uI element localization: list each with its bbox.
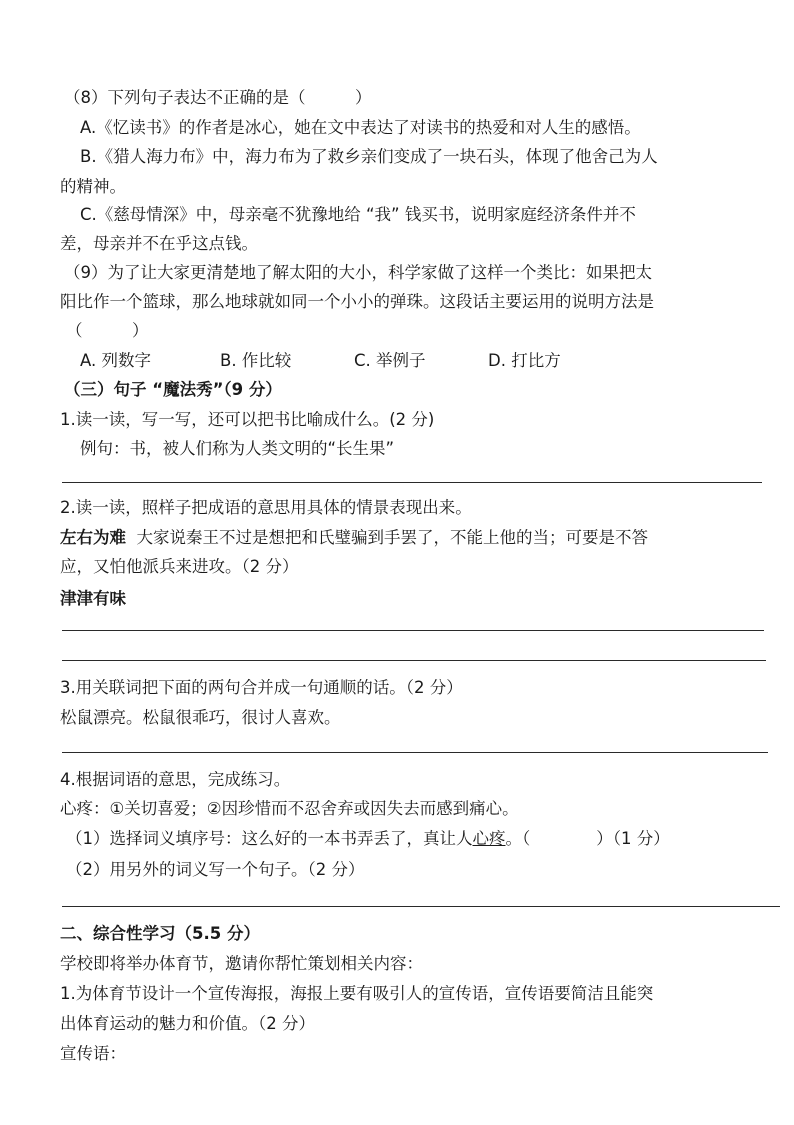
section-two-q1: 1.为体育节设计一个宣传海报，海报上要有吸引人的宣传语，宣传语要简洁且能突 <box>60 984 654 1003</box>
q8-option-c: C.《慈母情深》中，母亲毫不犹豫地给 “我” 钱买书，说明家庭经济条件并不 <box>80 205 636 224</box>
s3-q4-part1-word: 心疼 <box>472 829 506 848</box>
s3-q4-part1 <box>66 828 670 850</box>
s3-q2-stem: 2.读一读，照样子把成语的意思用具体的情景表现出来。 <box>60 498 472 517</box>
q8-option-a: A.《忆读书》的作者是冰心，她在文中表达了对读书的热爱和对人生的感悟。 <box>80 118 641 137</box>
answer-line-2[interactable] <box>62 630 764 631</box>
answer-line-3[interactable] <box>62 660 766 661</box>
section-two-intro: 学校即将举办体育节，邀请你帮忙策划相关内容： <box>60 954 423 973</box>
q9-option-c: C. 举例子 <box>354 351 426 370</box>
section-two-title: 二、综合性学习（5.5 分） <box>60 924 260 943</box>
q9-option-b: B. 作比较 <box>220 351 292 370</box>
s3-q4-part2: （2）用另外的词义写一个句子。（2 分） <box>66 860 365 879</box>
s3-q1-example: 例句：书，被人们称为人类文明的“长生果” <box>80 439 395 458</box>
s3-q1-stem: 1.读一读，写一写，还可以把书比喻成什么。(2 分) <box>60 410 435 429</box>
s3-q4-part1-text: （1）选择词义填序号：这么好的一本书弄丢了，真让人 <box>66 829 473 848</box>
q9-option-a: A. 列数字 <box>80 351 151 370</box>
q9-options <box>80 350 587 372</box>
section-two-q1-cont: 出体育运动的魅力和价值。（2 分） <box>60 1014 315 1033</box>
q9-stem: （9）为了让大家更清楚地了解太阳的大小，科学家做了这样一个类比：如果把太 <box>64 263 652 282</box>
s3-q4-part1-tail: 。（ ）（1 分） <box>505 829 670 848</box>
s3-q4-stem: 4.根据词语的意思，完成练习。 <box>60 770 291 789</box>
q9-answer-paren: （ ） <box>66 321 149 340</box>
q8-option-c-cont: 差，母亲并不在乎这点钱。 <box>60 234 258 253</box>
s3-q4-definition: 心疼：①关切喜爱；②因珍惜而不忍舍弃或因失去而感到痛心。 <box>60 799 519 818</box>
answer-line-5[interactable] <box>62 906 780 907</box>
slogan-label: 宣传语： <box>60 1044 126 1063</box>
q8-option-b-cont: 的精神。 <box>60 177 126 196</box>
s3-q3-stem: 3.用关联词把下面的两句合并成一句通顺的话。（2 分） <box>60 678 463 697</box>
s3-q2-example <box>60 527 648 549</box>
q9-stem-cont: 阳比作一个篮球，那么地球就如同一个小小的弹珠。这段话主要运用的说明方法是 <box>60 292 654 311</box>
q9-option-d: D. 打比方 <box>488 351 561 370</box>
q8-stem: （8）下列句子表达不正确的是（ ） <box>64 88 372 107</box>
q8-option-b: B.《猎人海力布》中，海力布为了救乡亲们变成了一块石头，体现了他舍己为人 <box>80 147 658 166</box>
answer-line-4[interactable] <box>62 752 768 753</box>
section3-title: （三）句子 “魔法秀”（9 分） <box>64 380 282 399</box>
s3-q2-text: 大家说秦王不过是想把和氏璧骗到手罢了，不能上他的当；可要是不答 <box>136 528 648 547</box>
answer-line-1[interactable] <box>62 482 762 483</box>
s3-q2-text-cont: 应，又怕他派兵来进攻。（2 分） <box>60 557 299 576</box>
s3-q2-idiom2: 津津有味 <box>60 589 126 608</box>
s3-q2-idiom: 左右为难 <box>60 528 126 547</box>
s3-q3-text: 松鼠漂亮。松鼠很乖巧，很讨人喜欢。 <box>60 708 341 727</box>
